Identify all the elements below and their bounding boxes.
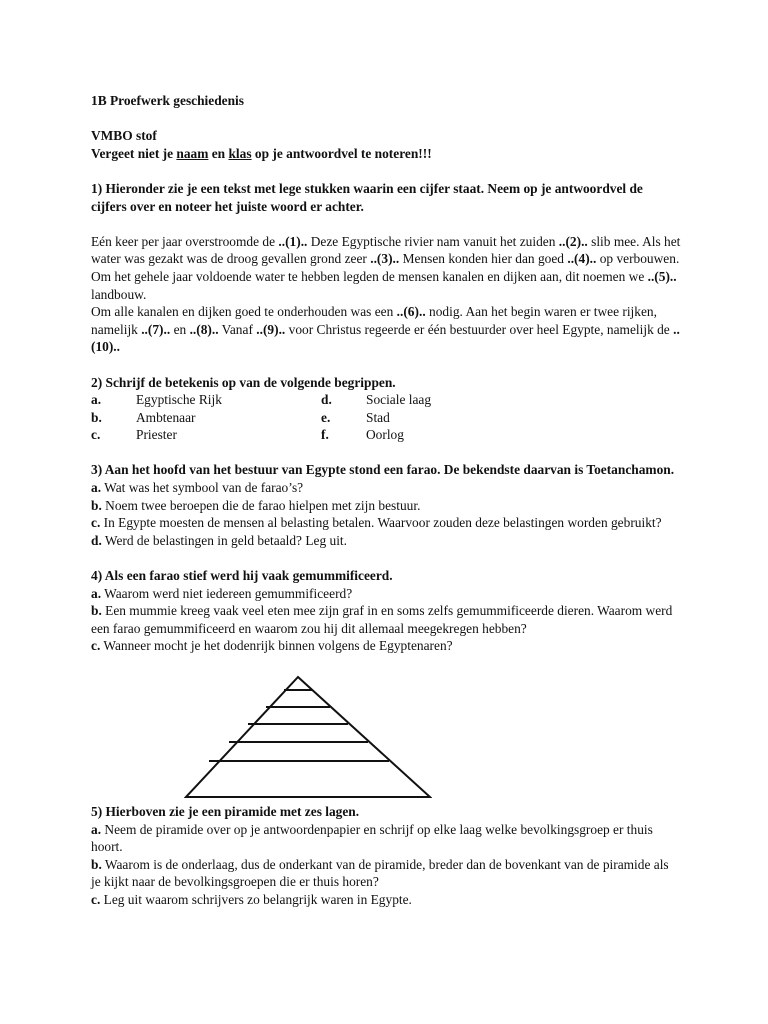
question-4c: c. Wanneer mocht je het dodenrijk binnen volgens de Egyptenaren? xyxy=(91,638,453,654)
question-4a: a. Waarom werd niet iedereen gemummificeerd? xyxy=(91,585,353,601)
question-5-heading: 5) Hierboven zie je een piramide met zes lagen. xyxy=(91,804,360,819)
question-3c: c. In Egypte moesten de mensen al belasting betalen. Waarvoor zouden deze belastingen worden gebruikt? xyxy=(91,515,662,531)
term-label: c. xyxy=(91,427,101,443)
question-2-heading: 2) Schrijf de betekenis op van de volgende begrippen. xyxy=(91,374,396,390)
question-3d: d. Werd de belastingen in geld betaald? Leg uit. xyxy=(91,532,347,548)
question-1-heading: 1) Hieronder zie je een tekst met lege stukken waarin een cijfer staat. Neem op je antwoordvel de cijfers over en noteer het juiste woord er achter. xyxy=(91,180,643,214)
term-label: a. xyxy=(91,392,102,408)
question-1-paragraph-1: Eén keer per jaar overstroomde de ..(1).. Deze Egyptische rivier nam vanuit het zuiden ..(2).. slib mee. Als het water was gezakt was de droog gevallen grond zeer ..(3).. Mensen konden hier dan goed ..(4).. op verbouwen. Om het gehele jaar voldoende water te hebben legden de mensen kanalen en dijken aan, dit noemen we ..(5).. landbouw. xyxy=(91,233,681,302)
term: Sociale laag xyxy=(366,392,432,408)
klas-word: klas xyxy=(228,145,252,161)
question-3b: b. Noem twee beroepen die de farao hielpen met zijn bestuur. xyxy=(91,497,421,513)
term-label: e. xyxy=(321,409,331,425)
pyramid-figure xyxy=(91,655,681,803)
document-page xyxy=(91,92,681,909)
term: Stad xyxy=(366,409,390,425)
pyramid-drawing xyxy=(184,675,432,799)
term-label: f. xyxy=(321,427,329,443)
term: Priester xyxy=(136,427,177,443)
term: Egyptische Rijk xyxy=(136,392,222,408)
document-title: 1B Proefwerk geschiedenis xyxy=(91,93,244,108)
question-5c: c. Leg uit waarom schrijvers zo belangrijk waren in Egypte. xyxy=(91,891,412,907)
question-4-heading: 4) Als een farao stief werd hij vaak gemummificeerd. xyxy=(91,568,393,584)
pyramid-outline xyxy=(186,677,430,797)
naam-word: naam xyxy=(176,145,209,161)
question-5a: a. Neem de piramide over op je antwoordenpapier en schrijf op elke laag welke bevolkingsgroep er thuis hoort. xyxy=(91,821,653,855)
question-5b: b. Waarom is de onderlaag, dus de onderkant van de piramide, breder dan de bovenkant van de piramide als je kijkt naar de bevolkingsgroepen die er thuis horen? xyxy=(91,856,669,890)
question-3-heading: 3) Aan het hoofd van het bestuur van Egypte stond een farao. De bekendste daarvan is Toetanchamon. xyxy=(91,462,675,478)
question-3a: a. Wat was het symbool van de farao’s? xyxy=(91,480,304,496)
term: Ambtenaar xyxy=(136,409,196,425)
question-1-paragraph-2: Om alle kanalen en dijken goed te onderhouden was een ..(6).. nodig. Aan het begin waren er twee rijken, namelijk ..(7).. en ..(8).. Vanaf ..(9).. voor Christus regeerde er één bestuurder over heel Egypte, namelijk de ..(10).. xyxy=(91,304,680,355)
term-list xyxy=(91,391,681,444)
document-subtitle: VMBO stof xyxy=(91,128,157,144)
term-label: d. xyxy=(321,392,332,408)
term: Oorlog xyxy=(366,427,404,443)
question-4b: b. Een mummie kreeg vaak veel eten mee zijn graf in en soms zelfs gemummificeerde dieren. Waarom werd een farao gemummificeerd en waarom zou hij dit allemaal meegekregen hebben? xyxy=(91,603,673,636)
term-label: b. xyxy=(91,409,102,425)
instruction-line: Vergeet niet je naam en klas op je antwoordvel te noteren!!! xyxy=(91,145,432,161)
